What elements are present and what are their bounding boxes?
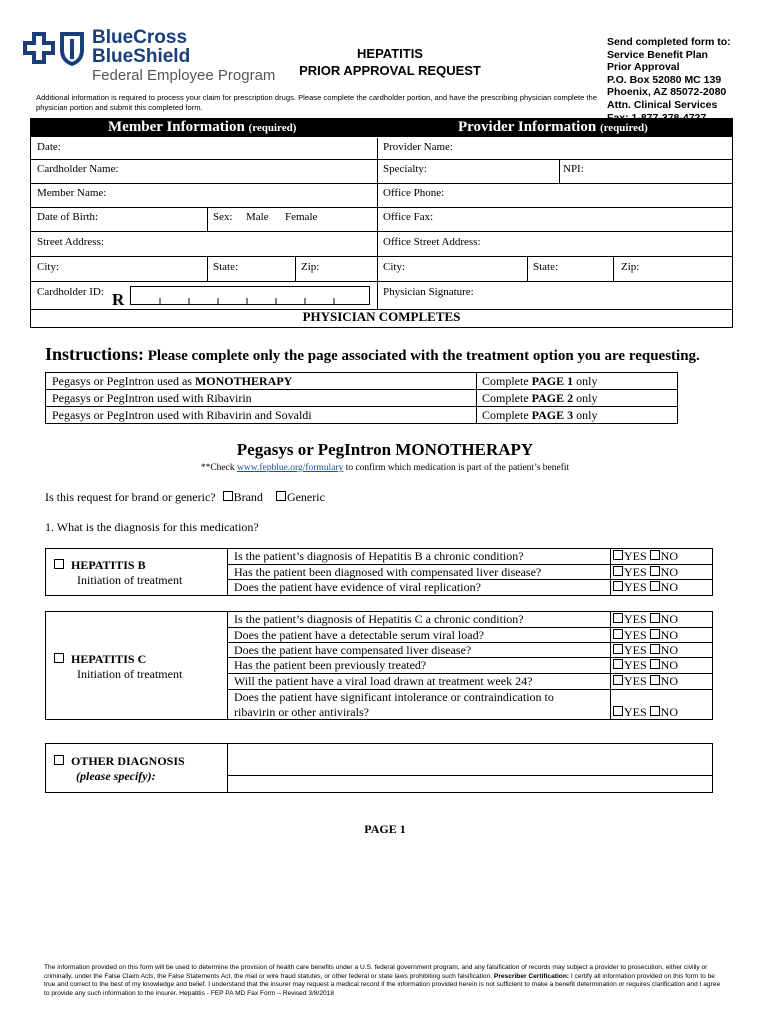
yes-no-options[interactable]: YES NO [610,674,712,689]
dob-field[interactable]: Date of Birth: [37,211,99,223]
formulary-link[interactable]: www.fepblue.org/formulary [237,463,344,473]
page-number: PAGE 1 [364,822,406,836]
section-title: Pegasys or PegIntron MONOTHERAPY [236,440,534,459]
yes-no-options[interactable]: YES NO [610,549,712,564]
yes-no-options[interactable]: YES NO [610,612,712,627]
yes-no-options[interactable]: YES NO [610,628,712,642]
hepatitis-c-table [45,611,713,720]
city-field[interactable]: City: [37,261,60,273]
instructions-row: Pegasys or PegIntron used with Ribavirin Complete PAGE 2 only [45,389,678,406]
provider-city-field[interactable]: City: [383,261,406,273]
question-row: Is the patient’s diagnosis of Hepatitis B a chronic condition? YES NO [228,549,712,565]
state-field[interactable]: State: [213,261,239,273]
cardholder-id-label: Cardholder ID: [37,286,104,298]
yes-no-options[interactable]: YES NO [610,643,712,657]
logo-line1: BlueCross [92,27,188,48]
member-heading: Member Information (required) [108,119,297,135]
provider-name-field[interactable]: Provider Name: [383,141,453,153]
other-diagnosis-checkbox[interactable]: OTHER DIAGNOSIS [54,754,185,769]
other-diagnosis-input[interactable] [228,744,712,776]
question-row: Is the patient’s diagnosis of Hepatitis C a chronic condition? YES NO [228,612,712,628]
street-address-field[interactable]: Street Address: [37,236,104,248]
logo-line3: Federal Employee Program [92,67,276,84]
yes-no-options[interactable]: YES NO [610,658,712,673]
question-row: Does the patient have compensated liver disease? YES NO [228,643,712,658]
checkbox-icon [54,653,64,663]
checkbox-icon [54,559,64,569]
yes-no-options[interactable]: YES NO [610,565,712,579]
other-diagnosis-sub: (please specify): [76,769,156,783]
member-name-field[interactable]: Member Name: [37,187,107,199]
send-line: Prior Approval [607,61,680,74]
provider-heading: Provider Information (required) [458,119,648,135]
office-street-field[interactable]: Office Street Address: [383,236,481,248]
formulary-note: **Check www.fepblue.org/formulary to confirm which medication is part of the patient’s benefit [200,463,570,473]
zip-field[interactable]: Zip: [301,261,320,273]
send-line: Phoenix, AZ 85072-2080 [607,86,727,99]
generic-checkbox[interactable]: Generic [276,490,325,504]
question-row: Does the patient have evidence of viral replication? YES NO [228,580,712,595]
office-phone-field[interactable]: Office Phone: [383,187,445,199]
form-title: HEPATITIS [357,46,423,61]
send-line: P.O. Box 52080 MC 139 [607,73,722,86]
hepatitis-c-checkbox[interactable]: HEPATITIS C [54,652,146,667]
question-row: Has the patient been previously treated? YES NO [228,658,712,674]
instructions-row: Pegasys or PegIntron used as MONOTHERAPY Complete PAGE 1 only [45,372,678,389]
sex-female-option[interactable]: Female [285,211,318,223]
send-to-block [607,36,731,124]
bcbs-cross-shield-icon [22,28,88,68]
send-line: Service Benefit Plan [607,48,708,61]
brand-generic-question: Is this request for brand or generic? Brand Generic [45,490,325,504]
specialty-field[interactable]: Specialty: [383,163,427,175]
checkbox-icon [54,755,64,765]
date-field[interactable]: Date: [37,141,61,153]
provider-zip-field[interactable]: Zip: [621,261,640,273]
hepatitis-b-sub: Initiation of treatment [77,573,183,587]
bcbs-logo [22,28,88,73]
checkbox-icon [223,491,233,501]
additional-info: Additional information is required to process your claim for prescription drugs. Please complete the cardholder portion, and have the prescribing physician complete the physician portion and submit this completed form. [36,93,597,112]
yes-no-options[interactable]: YES NO [610,580,712,595]
sex-label: Sex: [213,211,233,223]
yes-no-options[interactable]: YES NO [610,690,712,719]
cardholder-name-field[interactable]: Cardholder Name: [37,163,119,175]
member-provider-header [30,118,733,137]
logo-line2: BlueShield [92,46,191,67]
question-row: Has the patient been diagnosed with compensated liver disease? YES NO [228,565,712,580]
sex-male-option[interactable]: Male [246,211,269,223]
physician-completes-heading: PHYSICIAN COMPLETES [302,309,461,324]
cardholder-id-input[interactable] [130,286,370,305]
question-row: Does the patient have significant intolerance or contraindication to ribavirin or other antivirals? YES NO [228,690,712,719]
hepatitis-b-checkbox[interactable]: HEPATITIS B [54,558,146,573]
question-row: Will the patient have a viral load drawn at treatment week 24? YES NO [228,674,712,690]
provider-state-field[interactable]: State: [533,261,559,273]
footer-disclaimer: The information provided on this form will be used to determine the provision of health care benefits under a U.S. federal government program, and any falsification of records may subject a provider to prosecution, either civilly or criminally, under the False Claim Acts, the False Statements Act, the mail or wire fraud statutes, or other federal or state laws prohibiting such falsification. Prescriber Certification: I certify all information provided on this form to be true and correct to the best of my knowledge and belief. I understand that the insurer may request a medical record if the information provided herein is not sufficient to make a benefit determination or requires clarification and I agree to provide any such information to the insurer. Hepatitis - FEP PA MD Fax Form – Revised 3/8/2018 [44,964,721,997]
send-line: Attn. Clinical Services [607,98,718,111]
office-fax-field[interactable]: Office Fax: [383,211,434,223]
npi-field[interactable]: NPI: [563,163,584,175]
hepatitis-c-sub: Initiation of treatment [77,667,183,681]
other-diagnosis-table [45,743,713,793]
diagnosis-question: 1. What is the diagnosis for this medication? [45,520,259,534]
instructions: Instructions: Please complete only the page associated with the treatment option you are requesting. [45,344,700,364]
instructions-row: Pegasys or PegIntron used with Ribavirin and Sovaldi Complete PAGE 3 only [45,406,678,424]
brand-checkbox[interactable]: Brand [223,490,263,504]
id-prefix: R [112,290,125,309]
hepatitis-b-table [45,548,713,596]
checkbox-icon [276,491,286,501]
form-subtitle: PRIOR APPROVAL REQUEST [299,63,481,78]
physician-signature-field[interactable]: Physician Signature: [383,286,474,298]
question-row: Does the patient have a detectable serum viral load? YES NO [228,628,712,643]
send-line: Send completed form to: [607,36,731,48]
